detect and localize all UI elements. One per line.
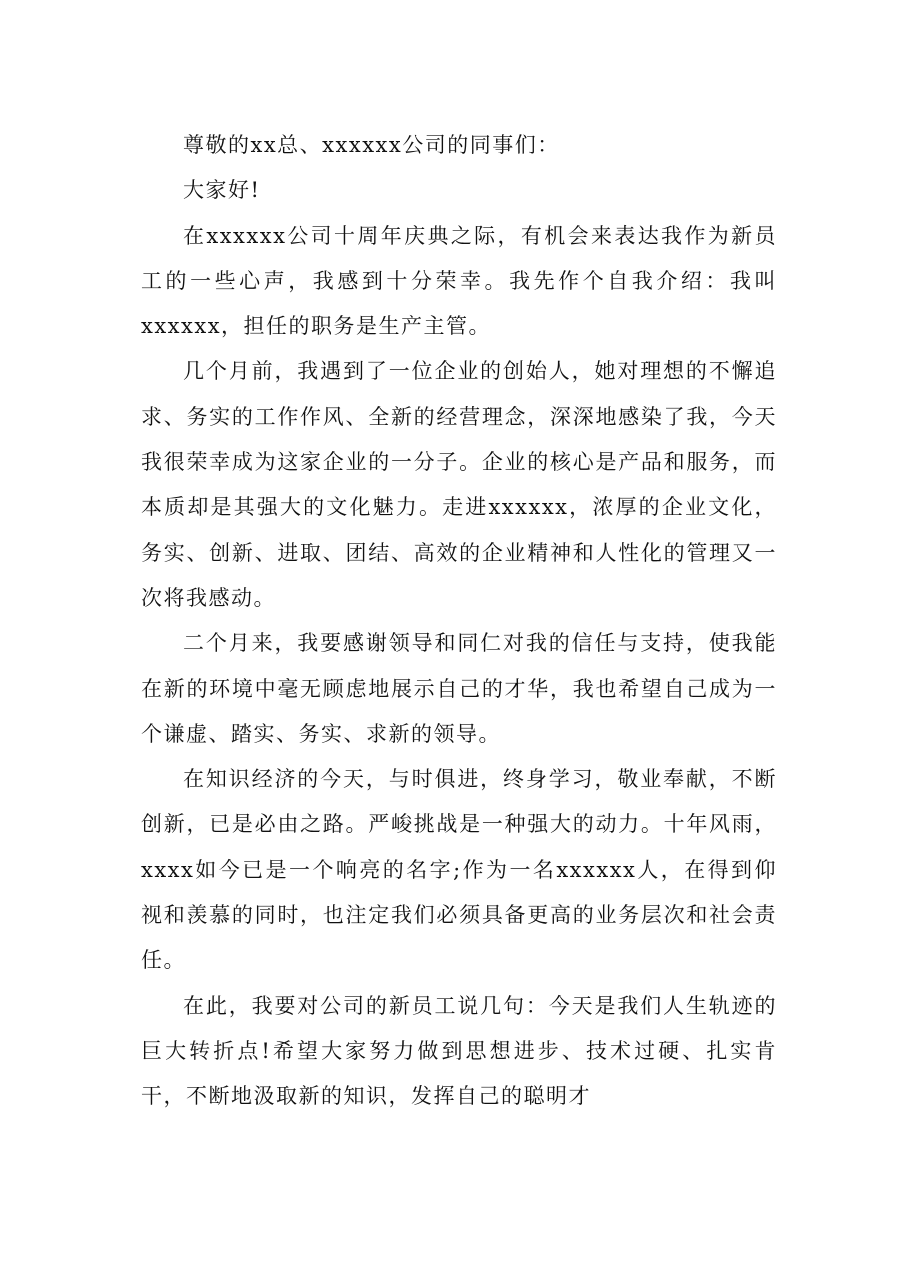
paragraph: 在xxxxxx公司十周年庆典之际，有机会来表达我作为新员工的一些心声，我感到十分荣幸。我先作个自我介绍：我叫xxxxxx，担任的职务是生产主管。 bbox=[141, 223, 777, 339]
paragraph: 在此，我要对公司的新员工说几句：今天是我们人生轨迹的巨大转折点!希望大家努力做到思想进步、技术过硬、扎实肯干，不断地汲取新的知识，发挥自己的聪明才 bbox=[141, 993, 777, 1109]
paragraph: 在知识经济的今天，与时俱进，终身学习，敬业奉献，不断创新，已是必由之路。严峻挑战是一种强大的动力。十年风雨，xxxx如今已是一个响亮的名字;作为一名xxxxxx人，在得到仰视和羡慕的同时，也注定我们必须具备更高的业务层次和社会责任。 bbox=[141, 767, 777, 973]
greeting: 大家好! bbox=[183, 178, 261, 203]
paragraph: 几个月前，我遇到了一位企业的创始人，她对理想的不懈追求、务实的工作作风、全新的经营理念，深深地感染了我，今天我很荣幸成为这家企业的一分子。企业的核心是产品和服务，而本质却是其强大的文化魅力。走进xxxxxx，浓厚的企业文化，务实、创新、进取、团结、高效的企业精神和人性化的管理又一次将我感动。 bbox=[141, 359, 777, 610]
paragraph: 二个月来，我要感谢领导和同仁对我的信任与支持，使我能在新的环境中毫无顾虑地展示自己的才华，我也希望自己成为一个谦虚、踏实、务实、求新的领导。 bbox=[141, 631, 777, 746]
document-body bbox=[141, 123, 777, 1120]
salutation: 尊敬的xx总、xxxxxx公司的同事们： bbox=[183, 133, 560, 157]
